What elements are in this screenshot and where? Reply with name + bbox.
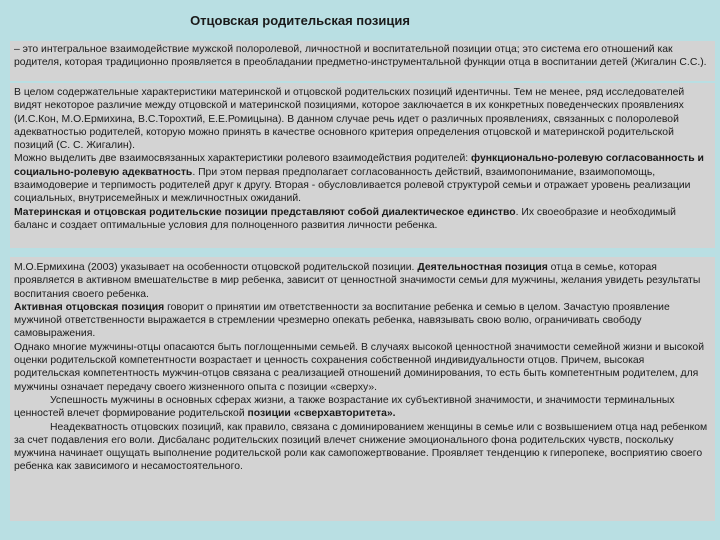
- text: . Их своеобразие и необходимый баланс и создает оптимальные условия для полноценного развития личности ребенка.: [14, 206, 676, 231]
- text: Однако многие мужчины-отцы опасаются быть поглощенными семьей. В случаях высокой ценностной значимости семейной жизни и высокой оценки родительской компетентности возрастает и ценность сохранения собственной индивидуальности отцов. Причем, высокая родительская компетентность мужчин-отцов связана с реализацией отношений доминирования, то есть быть компетентным родителем, для мужчины означает передачу своего жизненного опыта с позиции «сверху».: [14, 341, 705, 393]
- bold-term: Деятельностная позиция: [417, 262, 548, 273]
- bold-term: функционально-ролевую согласованность и социально-ролевую адекватность: [14, 153, 704, 178]
- comparison-block: [10, 83, 715, 248]
- active-position-paragraph: [14, 301, 711, 341]
- text: отца в семье, которая проявляется в активном вмешательстве в мир ребенка, зависит от ценностной значимости семьи для мужчины, желания увидеть результаты воспитания своего ребенка.: [14, 262, 701, 300]
- unity-paragraph: [14, 206, 711, 233]
- text: говорит о принятии им ответственности за воспитание ребенка и семью в целом. Зачастую проявление мужчиной ответственности выражается в стремлении чрезмерно опекать ребенка, навязывать свою волю, ограничивать свободу самовыражения.: [14, 301, 670, 340]
- text: Неадекватность отцовских позиций, как правило, связана с доминированием женщины в семье или с возвышением отца над ребенком за счет подавления его воли. Дисбаланс родительских позиций влечет снижение эмоционального фона родительских чувств, поскольку мужчина начинает ощущать выполнение родительской роли как самопожертвование. Проявляет тенденцию к гиперопеке, восприятию своего ребенка как зависимого и несамостоятельного.: [14, 421, 708, 473]
- definition-block: [10, 41, 715, 81]
- individuality-paragraph: [14, 341, 711, 394]
- bold-term: Активная отцовская позиция: [14, 301, 165, 313]
- ermikhina-block: [10, 257, 715, 521]
- super-authority-paragraph: [14, 394, 711, 421]
- slide-title: Отцовская родительская позиция: [190, 13, 410, 28]
- inadequacy-paragraph: [14, 421, 711, 474]
- text: Успешность мужчины в основных сферах жизни, а также возрастание их субъективной значимости, и значимости терминальных ценностей влечет формирование родительской: [14, 394, 675, 420]
- text: . При этом первая предполагает согласованность действий, взаимопонимание, взаимопомощь, взаимодоверие и терпимость родителей друг к другу. Вторая - обусловливается ролевой структурой семьи и отражает уровень реализации социальных, внутрисемейных и межличностных ожиданий.: [14, 166, 691, 205]
- text: В целом содержательные характеристики материнской и отцовской родительских позиций идентичны. Тем не менее, ряд исследователей видят некоторое различие между отцовской и материнской позициями, которое заключается в их конкретных поведенческих проявлениях (И.С.Кон, М.О.Ермихина, В.С.Торохтий, Е.Е.Ромицына). В данном случае речь идет о различных проявлениях, связанных с полоролевой адекватностью родителей, которую можно принять в качестве основного критерия определения отцовской и материнской родительской позиций (С. С. Жигалин).: [14, 87, 685, 152]
- text: М.О.Ермихина (2003) указывает на особенности отцовской родительской позиции.: [14, 262, 418, 273]
- text: Можно выделить две взаимосвязанных характеристики ролевого взаимодействия родителей:: [14, 153, 472, 165]
- bold-term: Материнская и отцовская родительские позиции представляют собой диалектическое единство: [14, 206, 516, 218]
- characteristics-paragraph: [14, 152, 711, 205]
- comparison-paragraph: [14, 86, 711, 152]
- activity-position-paragraph: [14, 261, 711, 301]
- bold-term: позиции «сверхавторитета».: [247, 408, 396, 420]
- definition-text: – это интегральное взаимодействие мужской полоролевой, личностной и воспитательной позиции отца; это система его отношений как родителя, которая традиционно проявляется в преобладании предметно-инструментальной функции отца в воспитании детей (Жигалин С.С.).: [14, 44, 707, 69]
